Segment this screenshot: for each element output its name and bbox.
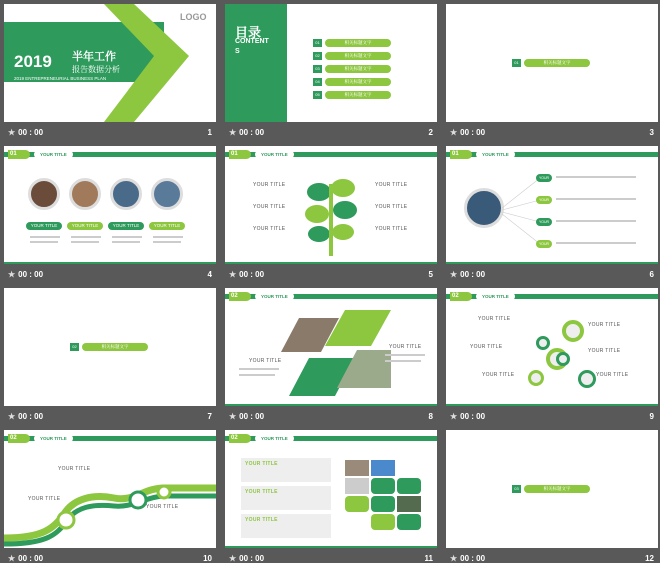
- star-icon: ★: [8, 412, 16, 421]
- slide-thumbnail-7[interactable]: [4, 288, 216, 406]
- leaf-graphic: [305, 176, 357, 258]
- header-number: 02: [229, 434, 251, 443]
- slide-cell-11: [225, 430, 437, 563]
- slide-cell-2: [225, 4, 437, 144]
- item-title: YOUR TITLE: [253, 204, 286, 210]
- star-icon: ★: [229, 412, 237, 421]
- toc-content-s: S: [235, 48, 240, 55]
- item-title: YOUR TITLE: [588, 322, 621, 328]
- star-icon: ★: [450, 412, 458, 421]
- circle-node: [536, 336, 550, 350]
- toc-item-num: 05: [313, 91, 322, 99]
- star-icon: ★: [450, 128, 458, 137]
- item-title: YOUR TITLE: [375, 204, 408, 210]
- slide-header: [4, 150, 216, 159]
- slide-time-6: 00 : 00: [460, 270, 486, 279]
- toc-item-num: 02: [313, 52, 322, 60]
- slide-cell-5: [225, 146, 437, 286]
- circle-node: [556, 352, 570, 366]
- star-icon: ★: [229, 554, 237, 563]
- person-title: YOUR TITLE: [67, 222, 103, 230]
- badge-title: YOUR TITLE: [536, 174, 552, 182]
- parallelogram-photos: [281, 308, 391, 400]
- item-title: YOUR TITLE: [253, 182, 286, 188]
- slide-cell-8: [225, 288, 437, 428]
- slide-thumbnail-4[interactable]: [4, 146, 216, 264]
- slide-cell-12: [446, 430, 658, 563]
- slide-cell-9: [446, 288, 658, 428]
- header-title: YOUR TITLE: [476, 292, 515, 301]
- header-number: 02: [450, 292, 472, 301]
- item-title: YOUR TITLE: [470, 344, 503, 350]
- slide-cell-7: [4, 288, 216, 428]
- slide-time-1: 00 : 00: [18, 128, 44, 137]
- item-title: YOUR TITLE: [249, 358, 282, 364]
- circle-node: [562, 320, 584, 342]
- slide-number-4: 4: [207, 270, 212, 279]
- item-title: YOUR TITLE: [28, 496, 61, 502]
- star-icon: ★: [8, 270, 16, 279]
- header-number: 01: [450, 150, 472, 159]
- star-icon: ★: [450, 554, 458, 563]
- badge-title: YOUR TITLE: [536, 196, 552, 204]
- logo-text: LOGO: [180, 12, 207, 22]
- slide-cell-6: [446, 146, 658, 286]
- slide-thumbnail-5[interactable]: [225, 146, 437, 264]
- header-title: YOUR TITLE: [255, 434, 294, 443]
- toc-item-label: 相关标题文字: [325, 65, 391, 73]
- slide-cell-3: [446, 4, 658, 144]
- slide-thumbnail-12[interactable]: [446, 430, 658, 548]
- slide1-subtitle: 报告数据分析: [72, 65, 120, 74]
- slide-header: [446, 150, 658, 159]
- star-icon: ★: [8, 128, 16, 137]
- slide-header: [225, 434, 437, 443]
- slide-number-6: 6: [649, 270, 654, 279]
- item-title: YOUR TITLE: [375, 182, 408, 188]
- slide-thumbnail-1[interactable]: [4, 4, 216, 122]
- header-title: YOUR TITLE: [34, 434, 73, 443]
- slide-time-5: 00 : 00: [239, 270, 265, 279]
- slide-time-10: 00 : 00: [18, 554, 44, 563]
- section-label: 相关标题文字: [524, 485, 590, 493]
- circle-node: [528, 370, 544, 386]
- slide-header: [446, 292, 658, 301]
- item-title: YOUR TITLE: [245, 489, 278, 495]
- item-title: YOUR TITLE: [245, 517, 278, 523]
- avatar: [69, 178, 101, 210]
- badge-title: YOUR TITLE: [536, 218, 552, 226]
- slide-number-11: 11: [424, 554, 433, 563]
- slide-number-12: 12: [645, 554, 654, 563]
- avatar: [151, 178, 183, 210]
- slide-thumbnail-8[interactable]: [225, 288, 437, 406]
- item-title: YOUR TITLE: [389, 344, 422, 350]
- slide-time-11: 00 : 00: [239, 554, 265, 563]
- slide-time-12: 00 : 00: [460, 554, 486, 563]
- slide-number-10: 10: [203, 554, 212, 563]
- toc-item-label: 相关标题文字: [325, 91, 391, 99]
- slide-number-1: 1: [207, 128, 212, 137]
- slide-cell-10: [4, 430, 216, 563]
- slide-thumbnail-11[interactable]: [225, 430, 437, 548]
- slide-cell-4: [4, 146, 216, 286]
- person-title: YOUR TITLE: [26, 222, 62, 230]
- hands-photo: [464, 188, 504, 228]
- star-icon: ★: [8, 554, 16, 563]
- header-number: 01: [8, 150, 30, 159]
- avatar: [28, 178, 60, 210]
- item-title: YOUR TITLE: [375, 226, 408, 232]
- header-number: 02: [229, 292, 251, 301]
- item-title: YOUR TITLE: [245, 461, 278, 467]
- slide-header: [225, 150, 437, 159]
- slide-number-3: 3: [649, 128, 654, 137]
- slide-thumbnail-3[interactable]: [446, 4, 658, 122]
- slide-thumbnail-10[interactable]: [4, 430, 216, 548]
- slide-number-8: 8: [428, 412, 433, 421]
- slide-thumbnail-2[interactable]: [225, 4, 437, 122]
- toc-item-label: 相关标题文字: [325, 78, 391, 86]
- toc-item-num: 04: [313, 78, 322, 86]
- person-title: YOUR TITLE: [149, 222, 185, 230]
- header-title: YOUR TITLE: [255, 150, 294, 159]
- item-title: YOUR TITLE: [478, 316, 511, 322]
- toc-item-label: 相关标题文字: [325, 39, 391, 47]
- star-icon: ★: [229, 128, 237, 137]
- slide-cell-1: [4, 4, 216, 144]
- header-number: 02: [8, 434, 30, 443]
- toc-item-num: 01: [313, 39, 322, 47]
- item-title: YOUR TITLE: [482, 372, 515, 378]
- wave-graphic: [4, 458, 216, 548]
- section-num: 02: [70, 343, 79, 351]
- circle-node: [578, 370, 596, 388]
- slide-thumbnail-6[interactable]: [446, 146, 658, 264]
- slide-header: [225, 292, 437, 301]
- slide-thumbnail-9[interactable]: [446, 288, 658, 406]
- slide1-year: 2019: [14, 52, 52, 71]
- avatar: [110, 178, 142, 210]
- badge-title: YOUR TITLE: [536, 240, 552, 248]
- slide1-en-subtitle: 2019 ENTREPRENEURIAL BUSINESS PLAN: [14, 76, 107, 81]
- connector-lines: [502, 170, 542, 250]
- item-title: YOUR TITLE: [253, 226, 286, 232]
- toc-item-num: 03: [313, 65, 322, 73]
- header-number: 01: [229, 150, 251, 159]
- slide-time-2: 00 : 00: [239, 128, 265, 137]
- star-icon: ★: [229, 270, 237, 279]
- item-title: YOUR TITLE: [596, 372, 629, 378]
- section-label: 相关标题文字: [524, 59, 590, 67]
- slide1-title: 半年工作: [72, 51, 116, 63]
- toc-content-label: CONTENT: [235, 38, 269, 45]
- section-num: 01: [512, 59, 521, 67]
- section-num: 03: [512, 485, 521, 493]
- slide-time-9: 00 : 00: [460, 412, 486, 421]
- toc-item-label: 相关标题文字: [325, 52, 391, 60]
- header-title: YOUR TITLE: [476, 150, 515, 159]
- item-title: YOUR TITLE: [588, 348, 621, 354]
- slide-time-4: 00 : 00: [18, 270, 44, 279]
- star-icon: ★: [450, 270, 458, 279]
- header-title: YOUR TITLE: [255, 292, 294, 301]
- toc-heading: 目录: [235, 25, 262, 40]
- slide-number-9: 9: [649, 412, 654, 421]
- person-title: YOUR TITLE: [108, 222, 144, 230]
- header-title: YOUR TITLE: [34, 150, 73, 159]
- section-label: 相关标题文字: [82, 343, 148, 351]
- slide-number-5: 5: [428, 270, 433, 279]
- slide-number-2: 2: [428, 128, 433, 137]
- slide-time-3: 00 : 00: [460, 128, 486, 137]
- slide-number-7: 7: [207, 412, 212, 421]
- slide-time-8: 00 : 00: [239, 412, 265, 421]
- slide-time-7: 00 : 00: [18, 412, 44, 421]
- item-title: YOUR TITLE: [146, 504, 179, 510]
- slide-header: [4, 434, 216, 443]
- item-title: YOUR TITLE: [58, 466, 91, 472]
